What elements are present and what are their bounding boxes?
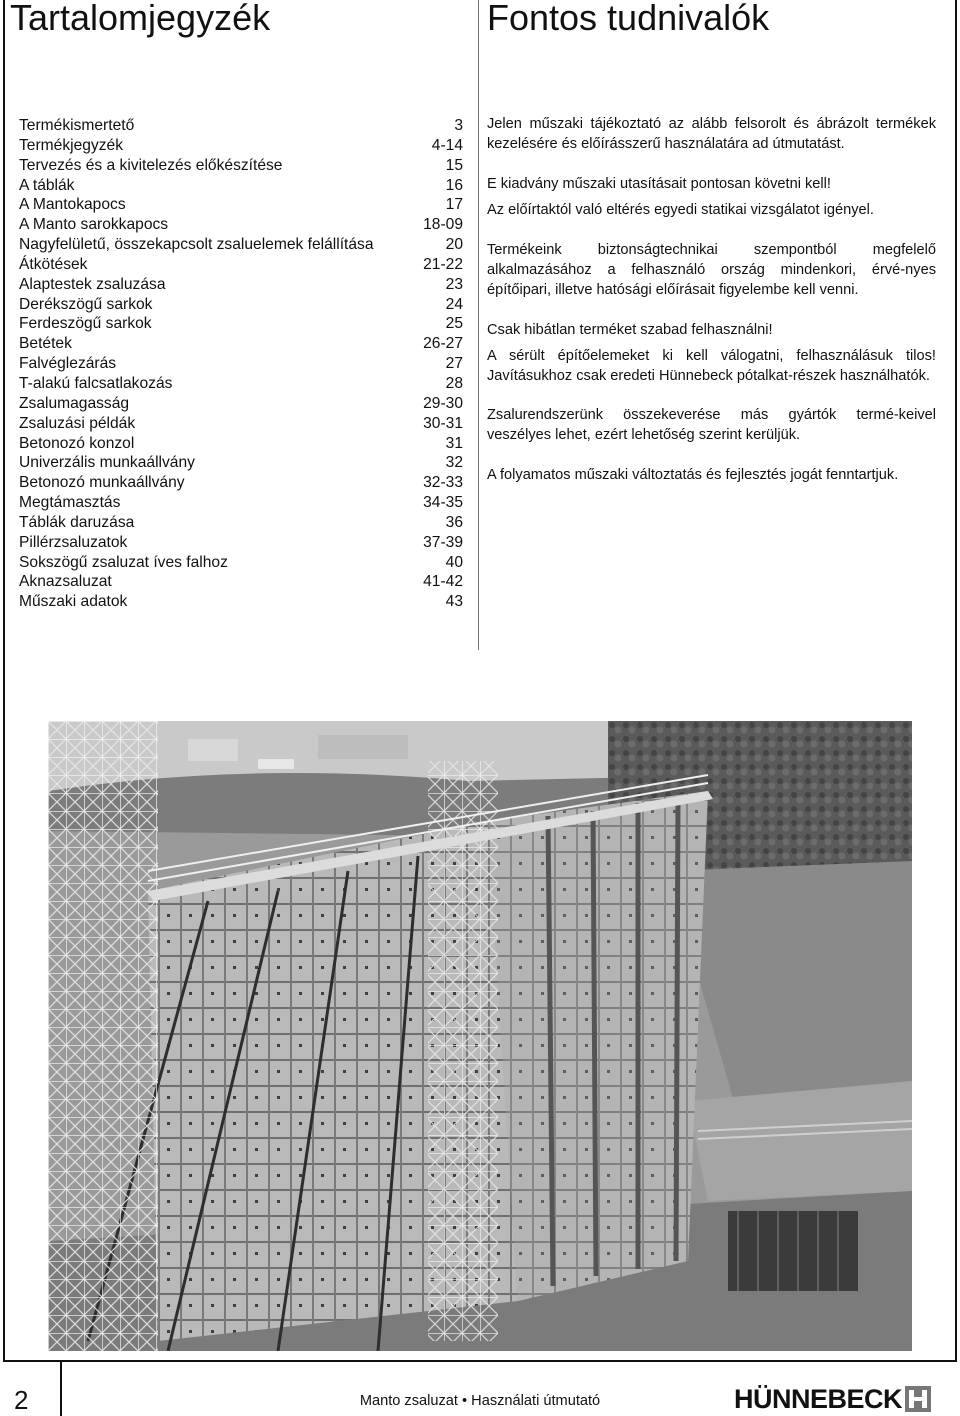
hunnebeck-logo xyxy=(734,1384,931,1414)
toc-entry-page: 43 xyxy=(445,593,463,611)
toc-entry-title: Derékszögű sarkok xyxy=(19,295,153,313)
toc-entry-page: 4-14 xyxy=(431,136,463,154)
toc-entry-title: Termékismertető xyxy=(19,117,135,134)
toc-entry xyxy=(19,572,463,592)
toc-entry xyxy=(19,314,463,334)
toc-entry xyxy=(19,215,463,235)
toc-entry-title: Sokszögű zsaluzat íves falhoz xyxy=(19,553,228,571)
toc-entry-page: 41-42 xyxy=(423,573,463,591)
footer-title: Manto zsaluzat • Használati útmutató xyxy=(359,1393,601,1409)
logo-text: HÜNNEBECK xyxy=(734,1384,903,1414)
column-divider xyxy=(478,0,479,650)
toc-entry xyxy=(19,255,463,275)
toc-entry-title: A Mantokapocs xyxy=(19,196,126,214)
toc-entry-page: 32-33 xyxy=(423,474,463,492)
toc-entry-title: Tervezés és a kivitelezés előkészítése xyxy=(19,156,283,174)
toc-entry-title: Betétek xyxy=(19,335,72,353)
toc-entry-page: 37-39 xyxy=(423,533,463,551)
toc-entry-page: 27 xyxy=(445,355,463,373)
logo-mark-icon xyxy=(905,1386,931,1412)
toc-entry xyxy=(19,374,463,394)
toc-entry-page: 17 xyxy=(445,196,463,214)
toc-entry xyxy=(19,116,463,136)
toc-entry xyxy=(19,156,463,176)
toc-entry-title: Termékjegyzék xyxy=(19,136,123,154)
toc-entry xyxy=(19,513,463,533)
toc-entry-page: 23 xyxy=(445,275,463,293)
table-of-contents xyxy=(19,116,463,612)
toc-entry-title: Aknazsaluzat xyxy=(19,573,112,591)
toc-heading: Tartalomjegyzék xyxy=(10,0,271,38)
toc-entry-title: Univerzális munkaállvány xyxy=(19,454,195,472)
toc-entry-title: Betonozó munkaállvány xyxy=(19,474,185,492)
toc-entry-page: 18-09 xyxy=(423,216,463,234)
toc-entry xyxy=(19,136,463,156)
toc-entry-page: 25 xyxy=(445,315,463,333)
toc-entry-title: Táblák daruzása xyxy=(19,513,135,531)
notes-flawless-only: Csak hibátlan terméket szabad felhasználni! xyxy=(487,322,773,338)
toc-entry xyxy=(19,235,463,255)
toc-entry-title: Alaptestek zsaluzása xyxy=(19,275,166,293)
toc-entry-page: 29-30 xyxy=(423,394,463,412)
toc-entry xyxy=(19,394,463,414)
toc-entry xyxy=(19,295,463,315)
toc-entry-title: Megtámasztás xyxy=(19,494,121,512)
toc-entry xyxy=(19,533,463,553)
toc-entry-page: 40 xyxy=(445,553,463,571)
toc-entry xyxy=(19,434,463,454)
toc-entry-title: Átkötések xyxy=(19,255,88,273)
toc-entry-title: A táblák xyxy=(19,176,75,194)
notes-heading: Fontos tudnivalók xyxy=(487,0,770,38)
toc-entry-page: 16 xyxy=(445,176,463,194)
toc-entry-page: 26-27 xyxy=(423,335,463,353)
toc-entry-page: 20 xyxy=(445,236,463,254)
important-notes xyxy=(487,114,936,485)
notes-changes-reserved: A folyamatos műszaki változtatás és fejlesztés jogát fenntartjuk. xyxy=(487,467,899,483)
toc-entry-page: 31 xyxy=(445,434,463,452)
toc-entry xyxy=(19,493,463,513)
toc-entry xyxy=(19,176,463,196)
toc-entry xyxy=(19,473,463,493)
toc-entry-title: Ferdeszögű sarkok xyxy=(19,315,152,333)
toc-entry-page: 15 xyxy=(445,156,463,174)
notes-intro: Jelen műszaki tájékoztató az alább felsorolt és ábrázolt termékek kezelésére és előírásszerű használatára ad útmutatást. xyxy=(487,116,936,152)
toc-entry-title: Betonozó konzol xyxy=(19,434,135,452)
toc-entry xyxy=(19,592,463,612)
construction-site-photo xyxy=(48,721,912,1351)
notes-safety: Termékeink biztonságtechnikai szempontból megfelelő alkalmazásához a felhasználó ország mindenkori, érvé-nyes építőipari, illetve hatósági előírásait figyelembe kell venni. xyxy=(487,242,936,298)
toc-entry-page: 34-35 xyxy=(423,494,463,512)
page-number: 2 xyxy=(14,1385,29,1415)
toc-entry xyxy=(19,453,463,473)
toc-entry-page: 3 xyxy=(454,117,463,134)
notes-deviation: Az előírtaktól való eltérés egyedi statikai vizsgálatot igényel. xyxy=(487,202,874,218)
toc-entry-title: Nagyfelületű, összekapcsolt zsaluelemek felállítása xyxy=(19,236,374,254)
toc-entry-page: 36 xyxy=(445,513,463,531)
notes-follow-instructions: E kiadvány műszaki utasításait pontosan követni kell! xyxy=(487,176,831,192)
toc-entry-title: Műszaki adatok xyxy=(19,593,128,611)
toc-entry-title: Pillérzsaluzatok xyxy=(19,533,128,551)
toc-entry xyxy=(19,414,463,434)
left-border-rule xyxy=(3,0,5,1360)
toc-entry-title: T-alakú falcsatlakozás xyxy=(19,374,173,392)
toc-entry-title: Falvéglezárás xyxy=(19,355,117,373)
toc-entry-page: 28 xyxy=(445,374,463,392)
toc-entry xyxy=(19,275,463,295)
toc-entry xyxy=(19,334,463,354)
toc-entry-title: Zsalumagasság xyxy=(19,394,130,412)
toc-entry-page: 21-22 xyxy=(423,255,463,273)
toc-entry-page: 24 xyxy=(445,295,463,313)
toc-entry-title: Zsaluzási példák xyxy=(19,414,136,432)
toc-entry-page: 32 xyxy=(445,454,463,472)
toc-entry xyxy=(19,553,463,573)
notes-mixing-systems: Zsalurendszerünk összekeverése más gyártók termé-keivel veszélyes lehet, ezért lehetőség szerint kerüljük. xyxy=(487,407,936,443)
right-border-rule xyxy=(955,0,957,1360)
toc-entry-title: A Manto sarokkapocs xyxy=(19,216,169,234)
toc-entry-page: 30-31 xyxy=(423,414,463,432)
toc-entry xyxy=(19,354,463,374)
notes-damaged-parts: A sérült építőelemeket ki kell válogatni, felhasználásuk tilos! Javításukhoz csak eredeti Hünnebeck pótalkat-részek használhatók. xyxy=(487,348,936,384)
footer-rule xyxy=(3,1360,957,1362)
toc-entry xyxy=(19,195,463,215)
